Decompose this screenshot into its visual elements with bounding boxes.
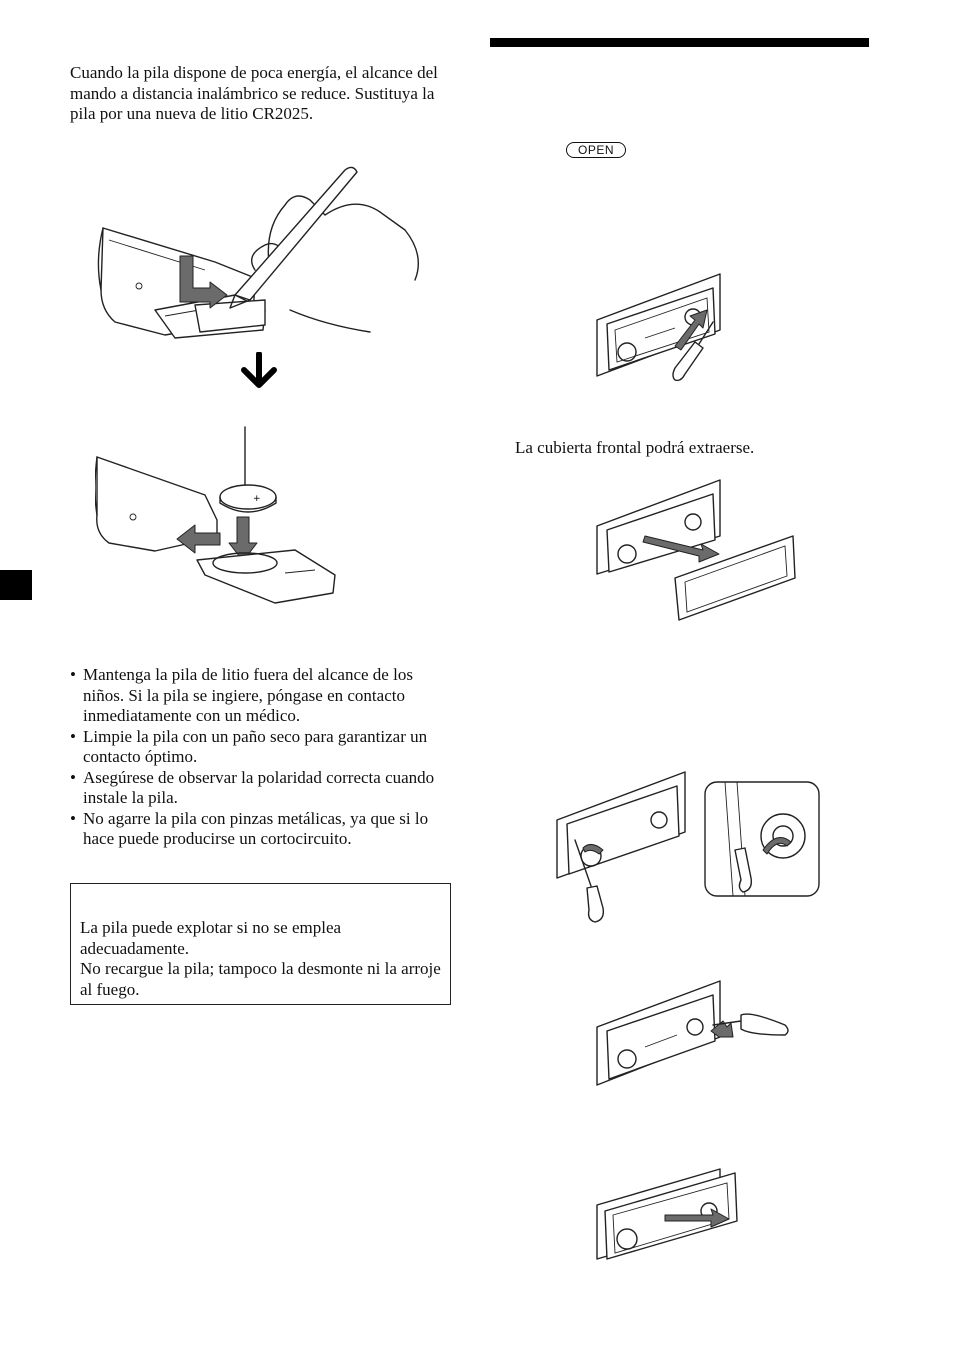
note-item: • No agarre la pila con pinzas metálicas, ya que si lo hace puede producirse un cortocircuito. — [70, 809, 455, 850]
panel-slide-out-illustration — [595, 1165, 755, 1265]
battery-notes-list — [70, 665, 455, 850]
battery-insert-illustration — [95, 425, 345, 605]
cover-step-caption: La cubierta frontal podrá extraerse. — [515, 438, 755, 457]
screwdriver-latch-illustration — [555, 770, 825, 930]
caution-line: No recargue la pila; tampoco la desmonte ni la arroje al fuego. — [80, 959, 441, 999]
note-item: • Asegúrese de observar la polaridad correcta cuando instale la pila. — [70, 768, 455, 809]
front-cover-removal-illustration — [595, 478, 800, 623]
caution-line: La pila puede explotar si no se emplea adecuadamente. — [80, 918, 342, 958]
battery-replace-illustration — [95, 160, 435, 350]
screwdriver-side-illustration — [595, 975, 795, 1095]
caution-box — [70, 883, 451, 1005]
open-button-symbol: OPEN — [566, 142, 626, 158]
svg-text:+: + — [253, 494, 261, 504]
caution-text — [80, 918, 445, 1000]
section-title-bar — [490, 38, 869, 47]
note-item: • Limpie la pila con un paño seco para garantizar un contacto óptimo. — [70, 727, 455, 768]
front-panel-release-illustration — [595, 272, 730, 384]
battery-intro-text: Cuando la pila dispone de poca energía, el alcance del mando a distancia inalámbrico se reduce. Sustituya la pila por una nueva de litio CR2025. — [70, 63, 438, 123]
down-arrow-icon — [240, 352, 278, 388]
page-side-tab — [0, 570, 32, 600]
note-item: • Mantenga la pila de litio fuera del alcance de los niños. Si la pila se ingiere, póngase en contacto inmediatamente con un médico. — [70, 665, 455, 727]
